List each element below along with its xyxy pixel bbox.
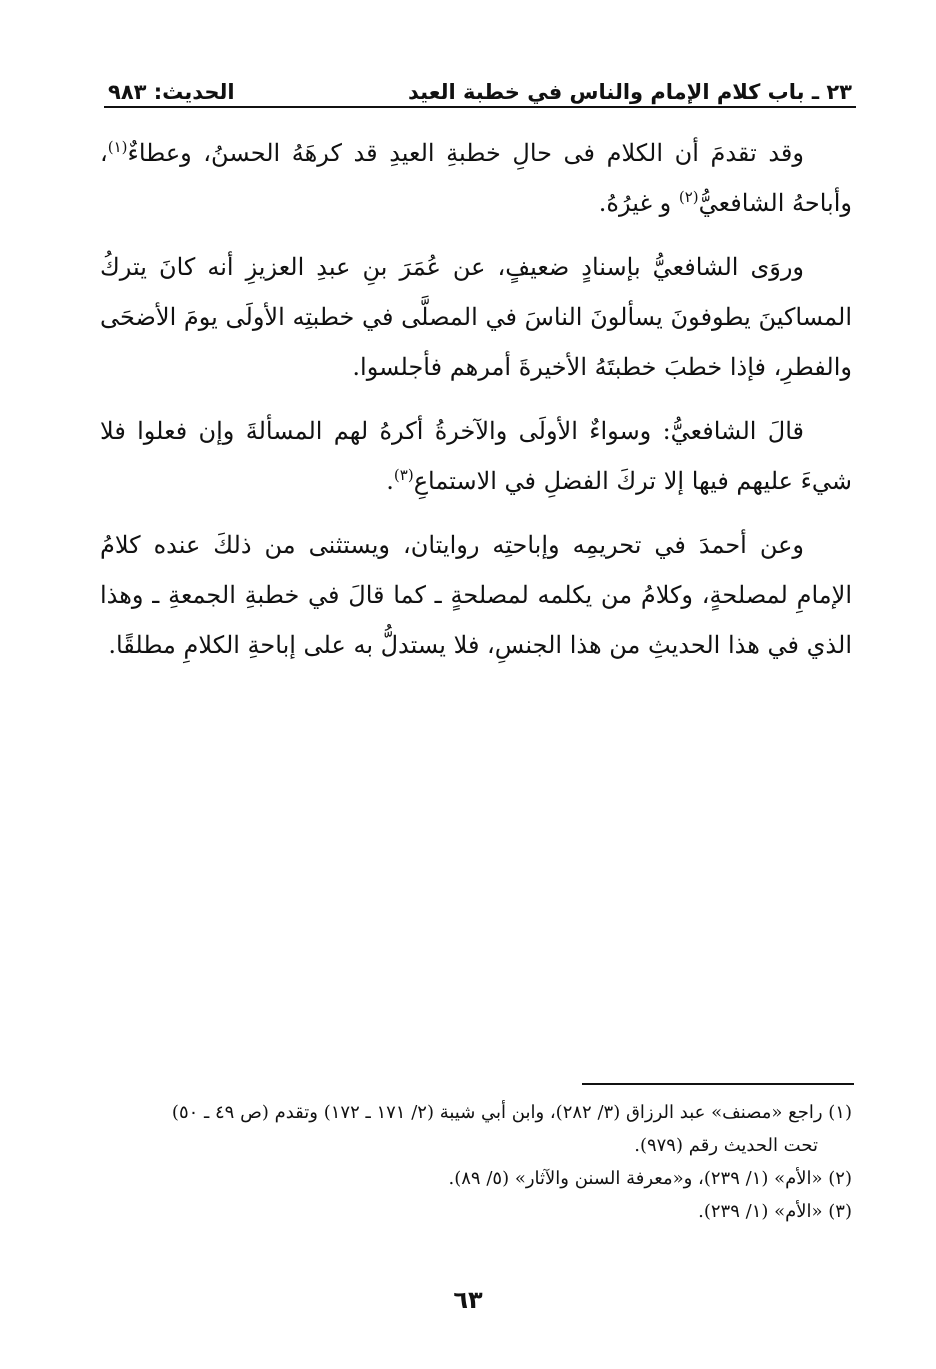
footnote-1-continuation: تحت الحديث رقم (٩٧٩). xyxy=(634,1135,818,1156)
paragraph-1-part-c: و غيرُهُ. xyxy=(598,189,679,217)
paragraph-1 xyxy=(100,128,852,228)
paragraph-1-part-a: وقد تقدمَ أن الكلام فى حالِ خطبةِ العيدِ قد كرهَهُ الحسنُ، وعطاءٌ xyxy=(127,139,804,167)
running-header xyxy=(108,70,852,104)
paragraph-4: وعن أحمدَ في تحريمِه وإباحتِه روايتان، ويستثنى من ذلكَ عنده كلامُ الإمامِ لمصلحةٍ، وكلامُ من يكلمه لمصلحةٍ ـ كما قالَ في خطبةِ الجمعةِ ـ وهذا الذي في هذا الحديثِ من هذا الجنسِ، فلا يستدلُّ به على إباحةِ الكلامِ مطلقًا. xyxy=(100,531,852,659)
footnote-1: (١) راجع «مصنف» عبد الرزاق (٣/ ٢٨٢)، وابن أبي شيبة (٢/ ١٧١ ـ ١٧٢) وتقدم (ص ٤٩ ـ ٥٠) xyxy=(171,1102,852,1123)
paragraph-3-part-a: قالَ الشافعيُّ: وسواءٌ الأولَى والآخرةُ أكرهُ لهم المسألةَ وإن فعلوا فلا شيءَ عليهم فيها إلا تركَ الفضلِ في الاستماعِ xyxy=(100,417,852,495)
paragraph-3-part-b: . xyxy=(386,467,394,495)
paragraph-1-part-b: ، وأباحهُ الشافعيُّ xyxy=(100,139,852,217)
footnote-rule xyxy=(582,1083,854,1085)
body-text xyxy=(100,128,852,684)
footnote-ref-3: (٣) xyxy=(393,466,414,484)
footnote-ref-1: (١) xyxy=(107,138,128,156)
hadith-number: الحديث: ٩٨٣ xyxy=(108,80,235,104)
paragraph-2: وروَى الشافعيُّ بإسنادٍ ضعيفٍ، عن عُمَرَ بنِ عبدِ العزيزِ أنه كانَ يتركُ المساكينَ يطوفونَ يسألونَ الناسَ في المصلَّى في خطبتِه الأولَى يومَ الأضحَى والفطرِ، فإذا خطبَ خطبتَهُ الأخيرةَ أمرهم فأجلسوا. xyxy=(100,253,852,381)
footnotes xyxy=(100,1096,852,1228)
chapter-title: ٢٣ ـ باب كلام الإمام والناس في خطبة العيد xyxy=(408,80,852,104)
footnote-2: (٢) «الأم» (١/ ٢٣٩)، و«معرفة السنن والآثار» (٥/ ٨٩). xyxy=(448,1168,852,1189)
page-number: ٦٣ xyxy=(453,1286,483,1314)
footnote-ref-2: (٢) xyxy=(678,188,699,206)
paragraph-3 xyxy=(100,406,852,506)
footnote-3: (٣) «الأم» (١/ ٢٣٩). xyxy=(698,1201,852,1222)
header-rule xyxy=(104,106,856,108)
